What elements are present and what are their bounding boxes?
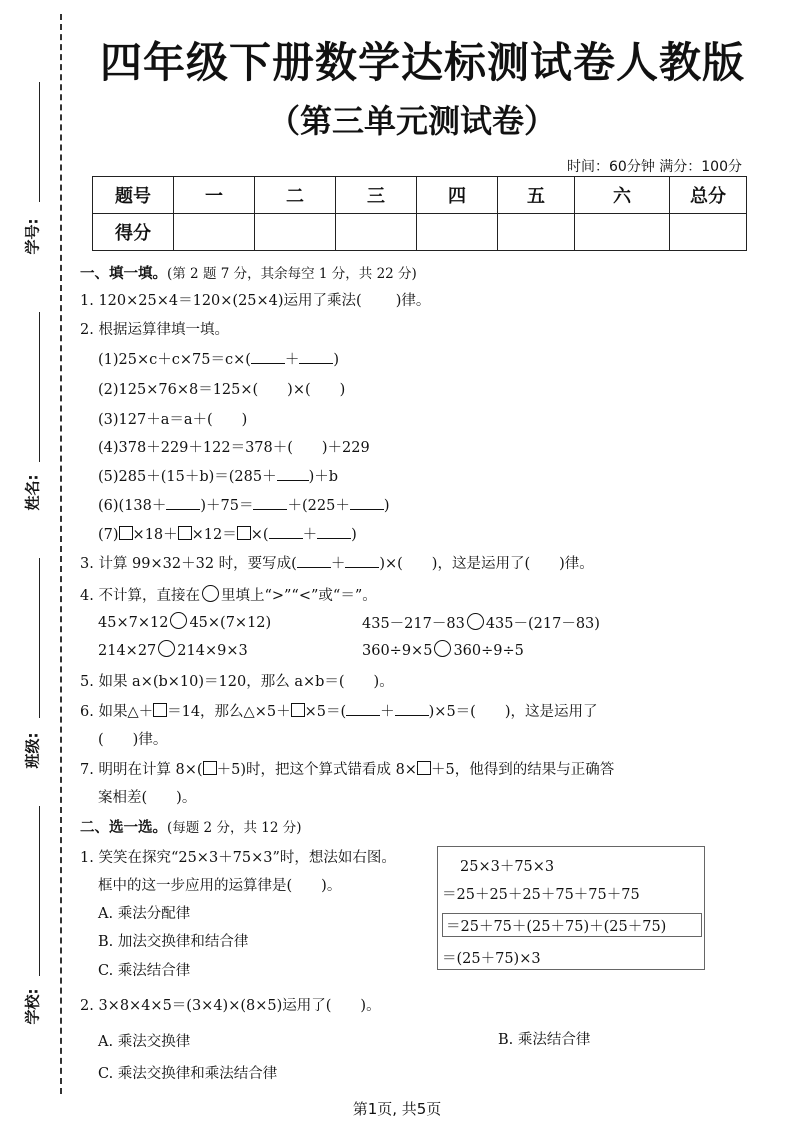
compare-circle[interactable]: [170, 612, 187, 629]
q-text: 3. 计算 99×32＋32 时，要写成(: [80, 556, 297, 572]
question-1-2-part4: (4)378＋229＋122＝378＋( )＋229: [98, 440, 370, 456]
answer-blank[interactable]: [253, 495, 287, 510]
q-text: ×(: [250, 527, 269, 543]
q-text: ＋(225＋: [287, 498, 350, 514]
question-1-2-part2: (2)125×76×8＝125×( )×( ): [98, 382, 346, 398]
compare-item: [98, 640, 248, 659]
score-table: [92, 176, 747, 251]
page-subtitle: （第三单元测试卷）: [268, 102, 557, 140]
header-cell: 题号: [93, 177, 174, 214]
q-text: ＋: [284, 352, 300, 368]
score-cell[interactable]: [336, 214, 417, 251]
option-b[interactable]: B. 乘法结合律: [498, 1032, 591, 1048]
compare-circle[interactable]: [467, 613, 484, 630]
school-blank[interactable]: [39, 806, 40, 976]
compare-item: [362, 612, 600, 633]
section1-note: (第 2 题 7 分，其余每空 1 分，共 22 分): [167, 266, 417, 282]
answer-blank[interactable]: [251, 349, 285, 364]
square-box-icon: [291, 703, 305, 717]
question-1-5: 5. 如果 a×(b×10)＝120，那么 a×b＝( )。: [80, 674, 394, 690]
class-blank[interactable]: [39, 558, 40, 718]
question-1-4: [80, 584, 377, 605]
q-text: ＋: [302, 527, 318, 543]
option-c[interactable]: C. 乘法结合律: [98, 963, 191, 979]
q-text: ＋: [330, 556, 346, 572]
q-text: 7. 明明在计算 8×(: [80, 762, 203, 778]
q-text: 435－217－83: [362, 616, 465, 632]
q-text: ): [383, 498, 390, 514]
score-row-label: 得分: [93, 214, 174, 251]
answer-blank[interactable]: [269, 524, 303, 539]
answer-blank[interactable]: [166, 495, 200, 510]
q-text: 1. 120×25×4＝120×(25×4)运用了乘法(: [80, 293, 362, 309]
score-cell[interactable]: [174, 214, 255, 251]
question-1-2-part1: [98, 348, 339, 369]
calc-line: ＝25＋75＋(25＋75)＋(25＋75): [446, 919, 667, 935]
section1-title: 一、填一填。: [80, 266, 167, 282]
option-a[interactable]: A. 乘法分配律: [98, 906, 191, 922]
score-cell[interactable]: [417, 214, 498, 251]
answer-blank[interactable]: [317, 524, 351, 539]
question-1-6: [80, 700, 598, 721]
q-text: ＋5，他得到的结果与正确答: [430, 762, 615, 778]
page-footer: 第1页, 共5页: [352, 1100, 442, 1118]
q-text: (1)25×c＋c×75＝c×(: [98, 352, 251, 368]
section1-heading: [80, 262, 417, 283]
square-box-icon[interactable]: [178, 526, 192, 540]
answer-blank[interactable]: [346, 701, 380, 716]
question-1-2-part7: [98, 523, 357, 544]
answer-blank[interactable]: [350, 495, 384, 510]
q-text: 里填上“>”“<”或“＝”。: [220, 588, 377, 604]
question-1-2-intro: 2. 根据运算律填一填。: [80, 322, 229, 338]
q-text: )×5＝( )，这是运用了: [428, 704, 598, 720]
binding-dashed-line: [60, 14, 62, 1094]
page-title: 四年级下册数学达标测试卷人教版: [100, 38, 746, 87]
answer-blank[interactable]: [297, 553, 331, 568]
q-text: 6. 如果△＋: [80, 704, 154, 720]
q-text: )＋b: [308, 469, 339, 485]
q-text: ＋: [380, 704, 395, 720]
q-text: 214×9×3: [177, 643, 248, 659]
q-text: (7): [98, 527, 119, 543]
header-cell: 六: [575, 177, 670, 214]
question-1-7: [80, 758, 614, 779]
answer-blank[interactable]: [395, 701, 429, 716]
name-label: 姓名:: [23, 474, 42, 511]
square-box-icon: [153, 703, 167, 717]
answer-blank[interactable]: [345, 553, 379, 568]
question-1-7-cont: 案相差( )。: [98, 790, 197, 806]
question-2-2: 2. 3×8×4×5＝(3×4)×(8×5)运用了( )。: [80, 998, 381, 1014]
option-c[interactable]: C. 乘法交换律和乘法结合律: [98, 1066, 278, 1082]
square-box-icon: [203, 761, 217, 775]
answer-blank[interactable]: [299, 349, 333, 364]
q-text: ×5＝(: [304, 704, 347, 720]
header-cell: 三: [336, 177, 417, 214]
question-1-2-part3: (3)127＋a＝a＋( ): [98, 412, 248, 428]
q-text: ＝14，那么△×5＋: [167, 704, 291, 720]
q-text: )＋75＝: [200, 498, 254, 514]
score-table-header-row: [93, 177, 747, 214]
circle-icon: [202, 585, 219, 602]
header-cell: 一: [174, 177, 255, 214]
question-1-2-part5: [98, 465, 338, 486]
question-2-1-line1: 1. 笑笑在探究“25×3＋75×3”时，想法如右图。: [80, 850, 396, 866]
q-text: ): [333, 352, 340, 368]
q-text: 360÷9×5: [362, 643, 433, 659]
q-text: 360÷9÷5: [453, 643, 524, 659]
answer-blank[interactable]: [277, 466, 309, 481]
question-1-6-cont: ( )律。: [98, 732, 168, 748]
calc-line: 25×3＋75×3: [460, 859, 555, 875]
q-text: )律。: [395, 293, 431, 309]
option-b[interactable]: B. 加法交换律和结合律: [98, 934, 249, 950]
score-cell[interactable]: [670, 214, 747, 251]
calc-line: ＝25＋25＋25＋75＋75＋75: [442, 887, 640, 903]
name-blank[interactable]: [39, 312, 40, 462]
score-cell[interactable]: [498, 214, 575, 251]
section2-title: 二、选一选。: [80, 820, 167, 836]
square-box-icon[interactable]: [237, 526, 251, 540]
option-a[interactable]: A. 乘法交换律: [98, 1034, 191, 1050]
header-cell: 四: [417, 177, 498, 214]
time-info: 时间：60分钟 满分：100分: [567, 159, 742, 175]
q-text: 45×7×12: [98, 615, 169, 631]
score-cell[interactable]: [575, 214, 670, 251]
calculation-box: [437, 846, 705, 970]
compare-circle[interactable]: [158, 640, 175, 657]
q-text: ×18＋: [132, 527, 178, 543]
question-2-1-line2: 框中的这一步应用的运算律是( )。: [98, 878, 342, 894]
q-text: ＋5)时，把这个算式错看成 8×: [216, 762, 417, 778]
compare-item: [362, 640, 524, 659]
header-cell: 五: [498, 177, 575, 214]
school-label: 学校:: [23, 988, 42, 1025]
student-no-blank[interactable]: [39, 82, 40, 202]
question-1-2-part6: [98, 494, 390, 515]
q-text: ×12＝: [191, 527, 237, 543]
q-text: 4. 不计算，直接在: [80, 588, 200, 604]
score-cell[interactable]: [255, 214, 336, 251]
q-text: ): [351, 527, 357, 543]
header-cell: 总分: [670, 177, 747, 214]
q-text: )×( )，这是运用了( )律。: [379, 556, 594, 572]
section2-heading: [80, 816, 301, 837]
compare-circle[interactable]: [434, 640, 451, 657]
q-text: 435－(217－83): [485, 616, 600, 632]
compare-item: [98, 612, 271, 631]
header-cell: 二: [255, 177, 336, 214]
q-text: (6)(138＋: [98, 498, 167, 514]
question-1-1: [80, 289, 430, 310]
q-text: (5)285＋(15＋b)＝(285＋: [98, 469, 277, 485]
square-box-icon[interactable]: [119, 526, 133, 540]
section2-note: (每题 2 分，共 12 分): [167, 820, 302, 836]
calc-line: ＝(25＋75)×3: [442, 951, 541, 967]
question-1-3: [80, 552, 594, 573]
student-no-label: 学号:: [23, 218, 42, 255]
q-text: 45×(7×12): [189, 615, 272, 631]
score-table-score-row: [93, 214, 747, 251]
class-label: 班级:: [23, 732, 42, 769]
q-text: 214×27: [98, 643, 157, 659]
square-box-icon: [417, 761, 431, 775]
